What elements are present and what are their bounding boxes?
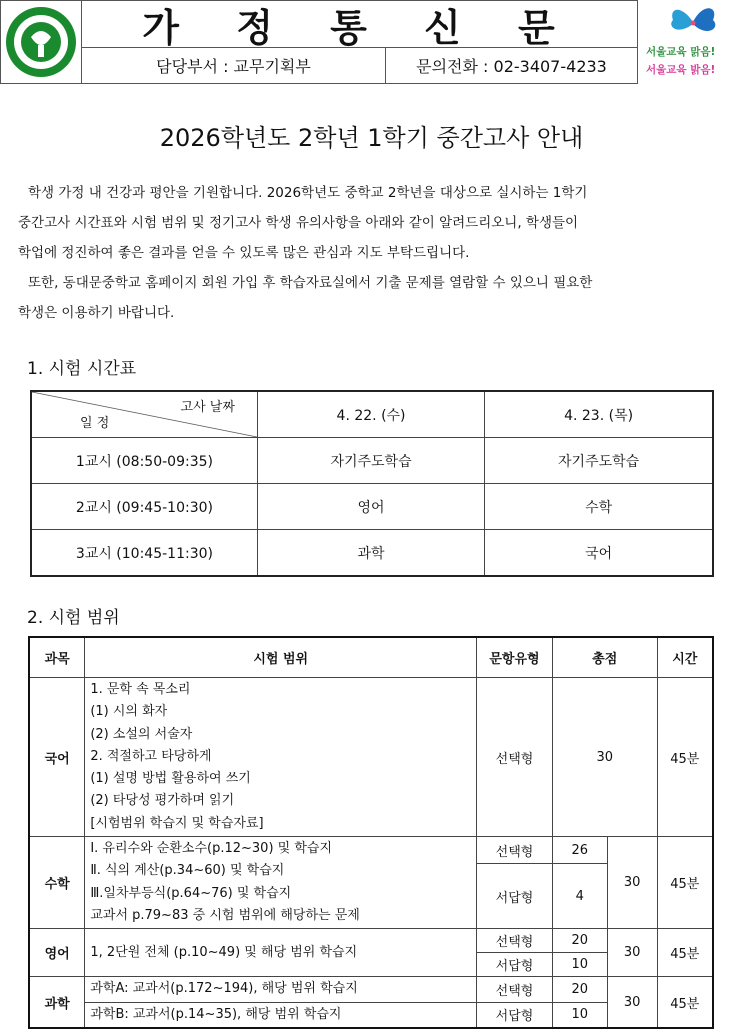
exam-range-table [28,636,714,1029]
table-row [29,678,713,837]
table-row [31,391,713,438]
intro-line: 학생 가정 내 건강과 평안을 기원합니다. 2026학년도 중학교 2학년을 대상으로 실시하는 1학기 [28,185,588,201]
table-row [31,438,713,484]
score-science-choice: 20 [552,977,607,1002]
corner-header-cell [31,391,257,438]
header-range: 시험 범위 [85,637,477,678]
subject-cell: 국어 [485,530,713,577]
period-cell: 1교시 (08:50-09:35) [31,438,257,484]
time-korean: 45분 [657,678,713,837]
range-science-b: 과학B: 교과서(p.14~35), 해당 범위 학습지 [85,1002,477,1028]
range-line: Ⅲ.일차부등식(p.64~76) 및 학습지 [90,885,292,901]
type-math-choice: 선택형 [477,837,553,864]
range-line: (2) 타당성 평가하며 읽기 [90,793,235,809]
type-english-choice: 선택형 [477,929,553,953]
subject-science: 과학 [29,977,85,1028]
header-type: 문항유형 [477,637,553,678]
header-time: 시간 [657,637,713,678]
period-cell: 2교시 (09:45-10:30) [31,484,257,530]
intro-line: 중간고사 시간표와 시험 범위 및 정기고사 학생 유의사항을 아래와 같이 알려드리오니, 학생들이 [18,215,579,231]
slogan-line-1: 서울교육 맑음! [646,46,716,58]
intro-paragraph-2 [18,268,726,298]
table-row [31,484,713,530]
newsletter-title: 가 정 통 신 문 [82,0,638,48]
slogan-logo [638,0,743,84]
school-logo-box [0,0,82,84]
table-row [29,837,713,864]
date-header-2: 4. 23. (목) [485,391,713,438]
range-line: (1) 설명 방법 활용하여 쓰기 [90,771,251,787]
type-korean: 선택형 [477,678,553,837]
department-label: 담당부서 : 교무기획부 [82,48,386,84]
subject-cell: 과학 [257,530,484,577]
type-english-written: 서답형 [477,953,553,977]
period-cell: 3교시 (10:45-11:30) [31,530,257,577]
section-heading-schedule: 1. 시험 시간표 [27,359,137,379]
subject-cell: 영어 [257,484,484,530]
type-science-written: 서답형 [477,1002,553,1028]
range-science-a: 과학A: 교과서(p.172~194), 해당 범위 학습지 [85,977,477,1002]
section-heading-range: 2. 시험 범위 [27,608,120,628]
header-subject: 과목 [29,637,85,678]
score-english-written: 10 [552,953,607,977]
range-line: 2. 적절하고 타당하게 [90,748,212,764]
newsletter-header [0,0,743,86]
type-science-choice: 선택형 [477,977,553,1002]
range-line: Ⅰ. 유리수와 순환소수(p.12~30) 및 학습지 [90,841,333,857]
range-math [85,837,477,929]
total-science: 30 [607,977,657,1028]
range-line: 1. 문학 속 목소리 [90,682,191,697]
range-line: (1) 시의 화자 [90,704,168,720]
subject-english: 영어 [29,929,85,977]
butterfly-icon [663,2,723,42]
score-math-choice: 26 [552,837,607,864]
range-line: [시험범위 학습지 및 학습자료] [90,815,264,831]
range-korean [85,678,477,837]
table-row [31,530,713,577]
score-math-written: 4 [552,864,607,929]
exam-schedule-table [30,390,714,577]
intro-paragraph-1 [18,178,726,208]
time-science: 45분 [657,977,713,1028]
table-row [29,977,713,1002]
corner-label-date: 고사 날짜 [180,400,235,415]
total-math: 30 [607,837,657,929]
school-logo-text [1,1,2,2]
date-header-1: 4. 22. (수) [257,391,484,438]
slogan-line-2: 서울교육 밝음! [646,64,716,76]
score-english-choice: 20 [552,929,607,953]
header-score: 총점 [552,637,657,678]
intro-line: 학업에 정진하여 좋은 결과를 얻을 수 있도록 많은 관심과 지도 부탁드립니다. [18,245,470,261]
corner-label-schedule: 일 정 [80,416,110,431]
subject-cell: 수학 [485,484,713,530]
time-english: 45분 [657,929,713,977]
table-header-row [29,637,713,678]
time-math: 45분 [657,837,713,929]
score-science-written: 10 [552,1002,607,1028]
school-logo-icon [1,1,81,83]
subject-cell: 자기주도학습 [257,438,484,484]
subject-korean: 국어 [29,678,85,837]
intro-line: 또한, 동대문중학교 홈페이지 회원 가입 후 학습자료실에서 기출 문제를 열람할 수 있으니 필요한 [28,275,593,291]
table-row [29,929,713,953]
range-line: Ⅱ. 식의 계산(p.34~60) 및 학습지 [90,863,285,879]
total-korean: 30 [552,678,657,837]
intro-line: 학생은 이용하기 바랍니다. [18,305,175,321]
subject-math: 수학 [29,837,85,929]
total-english: 30 [607,929,657,977]
type-math-written: 서답형 [477,864,553,929]
subject-cell: 자기주도학습 [485,438,713,484]
main-title: 2026학년도 2학년 1학기 중간고사 안내 [159,124,584,152]
range-line: 교과서 p.79~83 중 시험 범위에 해당하는 문제 [90,907,360,923]
range-english: 1, 2단원 전체 (p.10~49) 및 해당 범위 학습지 [85,929,477,977]
phone-label: 문의전화 : 02-3407-4233 [386,48,638,84]
range-line: (2) 소설의 서술자 [90,726,193,742]
